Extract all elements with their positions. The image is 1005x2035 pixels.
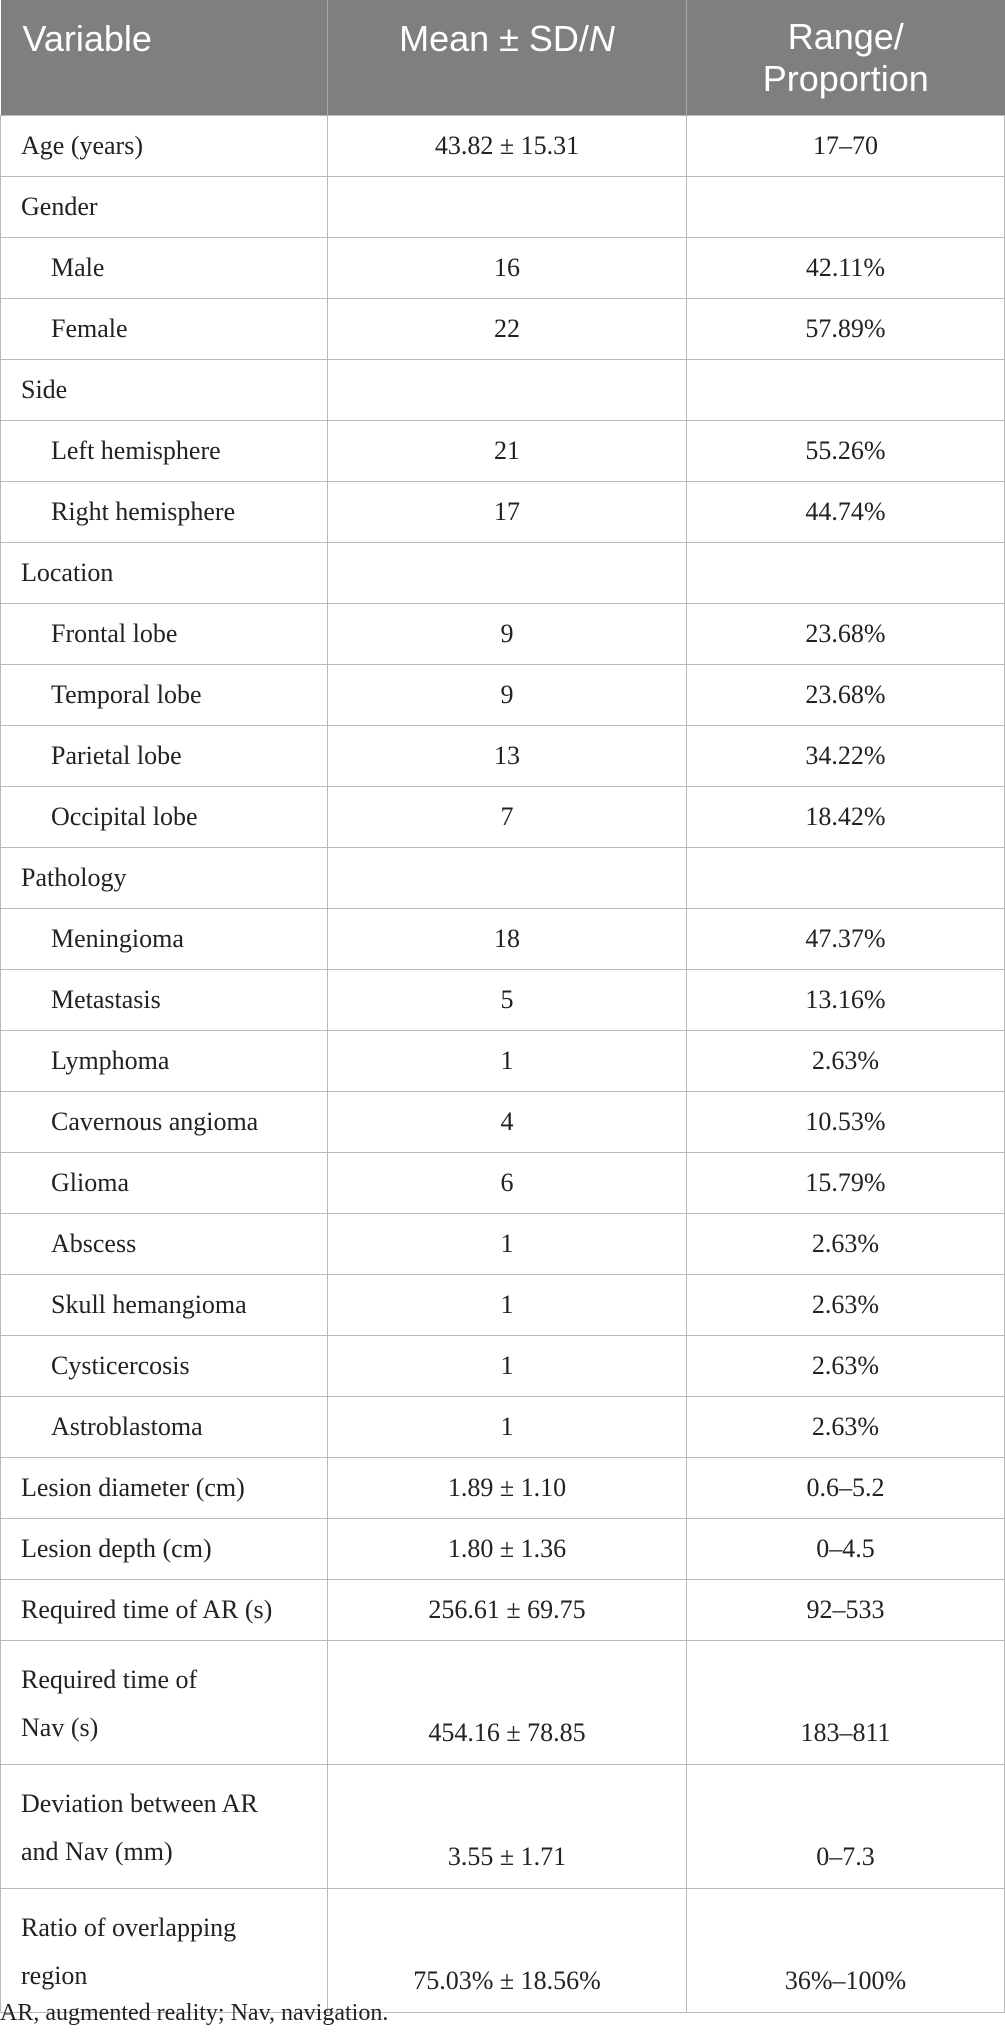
row-mean: 5 (328, 970, 687, 1031)
table-row (1, 299, 1005, 360)
row-mean: 1 (328, 1397, 687, 1458)
table-row (1, 1458, 1005, 1519)
row-label: Location (1, 543, 328, 604)
row-label-line2: region (21, 1960, 88, 1990)
row-range: 0–4.5 (687, 1519, 1005, 1580)
row-label: Temporal lobe (1, 665, 328, 726)
row-label: Astroblastoma (1, 1397, 328, 1458)
row-range: 2.63% (687, 1031, 1005, 1092)
table-row (1, 360, 1005, 421)
row-range: 183–811 (687, 1641, 1005, 1765)
table-row (1, 1397, 1005, 1458)
header-mean-n: N (588, 18, 615, 59)
row-mean: 21 (328, 421, 687, 482)
table-row (1, 238, 1005, 299)
row-label: Left hemisphere (1, 421, 328, 482)
header-range-line1: Range/ (787, 15, 904, 57)
header-mean-prefix: Mean ± SD/ (399, 18, 589, 59)
row-mean: 16 (328, 238, 687, 299)
row-range: 0–7.3 (687, 1765, 1005, 1889)
row-range: 55.26% (687, 421, 1005, 482)
row-mean: 4 (328, 1092, 687, 1153)
row-range: 13.16% (687, 970, 1005, 1031)
row-label: Metastasis (1, 970, 328, 1031)
table-footnote: AR, augmented reality; Nav, navigation. (0, 2000, 389, 2026)
row-range (687, 360, 1005, 421)
row-range: 15.79% (687, 1153, 1005, 1214)
row-mean: 6 (328, 1153, 687, 1214)
row-range: 92–533 (687, 1580, 1005, 1641)
row-mean: 1 (328, 1336, 687, 1397)
row-label (1, 1641, 328, 1765)
row-range: 34.22% (687, 726, 1005, 787)
table-row (1, 970, 1005, 1031)
row-label: Occipital lobe (1, 787, 328, 848)
table-row (1, 726, 1005, 787)
row-label-line1: Required time of (21, 1664, 198, 1694)
row-range: 57.89% (687, 299, 1005, 360)
table-row (1, 1092, 1005, 1153)
row-mean: 17 (328, 482, 687, 543)
row-range: 10.53% (687, 1092, 1005, 1153)
row-range: 42.11% (687, 238, 1005, 299)
row-label: Meningioma (1, 909, 328, 970)
row-range: 2.63% (687, 1397, 1005, 1458)
row-label: Abscess (1, 1214, 328, 1275)
row-label: Lesion depth (cm) (1, 1519, 328, 1580)
row-range: 0.6–5.2 (687, 1458, 1005, 1519)
row-mean: 1.80 ± 1.36 (328, 1519, 687, 1580)
row-mean: 9 (328, 665, 687, 726)
row-mean: 256.61 ± 69.75 (328, 1580, 687, 1641)
row-label (1, 1765, 328, 1889)
header-range (687, 0, 1005, 116)
row-range: 23.68% (687, 604, 1005, 665)
row-mean: 1 (328, 1031, 687, 1092)
row-mean (328, 360, 687, 421)
row-label: Required time of AR (s) (1, 1580, 328, 1641)
row-label: Pathology (1, 848, 328, 909)
row-mean: 1.89 ± 1.10 (328, 1458, 687, 1519)
row-label: Skull hemangioma (1, 1275, 328, 1336)
table-row (1, 1214, 1005, 1275)
row-mean: 1 (328, 1214, 687, 1275)
table-row (1, 1765, 1005, 1889)
row-mean: 3.55 ± 1.71 (328, 1765, 687, 1889)
row-label (1, 1889, 328, 2013)
row-label: Cavernous angioma (1, 1092, 328, 1153)
row-mean: 13 (328, 726, 687, 787)
table-row (1, 787, 1005, 848)
row-label: Lymphoma (1, 1031, 328, 1092)
table-row (1, 1031, 1005, 1092)
row-range: 2.63% (687, 1275, 1005, 1336)
row-range: 17–70 (687, 116, 1005, 177)
row-mean: 7 (328, 787, 687, 848)
row-mean: 22 (328, 299, 687, 360)
table-row (1, 1641, 1005, 1765)
row-label: Lesion diameter (cm) (1, 1458, 328, 1519)
row-mean: 1 (328, 1275, 687, 1336)
table-row (1, 482, 1005, 543)
table-row (1, 543, 1005, 604)
table-row (1, 1519, 1005, 1580)
row-label-line2: and Nav (mm) (21, 1836, 173, 1866)
row-label: Side (1, 360, 328, 421)
row-range: 23.68% (687, 665, 1005, 726)
table-row (1, 909, 1005, 970)
row-mean (328, 177, 687, 238)
row-mean: 9 (328, 604, 687, 665)
row-range: 44.74% (687, 482, 1005, 543)
row-label-line1: Deviation between AR (21, 1788, 258, 1818)
row-range: 2.63% (687, 1214, 1005, 1275)
row-label: Age (years) (1, 116, 328, 177)
row-mean: 43.82 ± 15.31 (328, 116, 687, 177)
row-label-line1: Ratio of overlapping (21, 1912, 237, 1942)
row-label: Gender (1, 177, 328, 238)
table-row (1, 421, 1005, 482)
row-mean: 454.16 ± 78.85 (328, 1641, 687, 1765)
table-row (1, 665, 1005, 726)
table-row (1, 1889, 1005, 2013)
table-row (1, 604, 1005, 665)
table-row (1, 116, 1005, 177)
header-variable: Variable (1, 0, 328, 116)
row-label: Cysticercosis (1, 1336, 328, 1397)
row-range (687, 177, 1005, 238)
row-range: 36%–100% (687, 1889, 1005, 2013)
row-label: Frontal lobe (1, 604, 328, 665)
row-label-line2: Nav (s) (21, 1712, 99, 1742)
row-mean (328, 543, 687, 604)
row-mean (328, 848, 687, 909)
row-range: 47.37% (687, 909, 1005, 970)
table-header-row (1, 0, 1005, 116)
table-row (1, 1275, 1005, 1336)
row-label: Glioma (1, 1153, 328, 1214)
row-mean: 75.03% ± 18.56% (328, 1889, 687, 2013)
row-label: Female (1, 299, 328, 360)
table-row (1, 848, 1005, 909)
row-mean: 18 (328, 909, 687, 970)
row-range: 2.63% (687, 1336, 1005, 1397)
header-range-line2: Proportion (762, 57, 929, 99)
row-label: Right hemisphere (1, 482, 328, 543)
row-range (687, 543, 1005, 604)
row-label: Male (1, 238, 328, 299)
row-label: Parietal lobe (1, 726, 328, 787)
row-range: 18.42% (687, 787, 1005, 848)
table-row (1, 1153, 1005, 1214)
row-range (687, 848, 1005, 909)
table-row (1, 1336, 1005, 1397)
header-mean (328, 0, 687, 116)
table-row (1, 1580, 1005, 1641)
table-row (1, 177, 1005, 238)
